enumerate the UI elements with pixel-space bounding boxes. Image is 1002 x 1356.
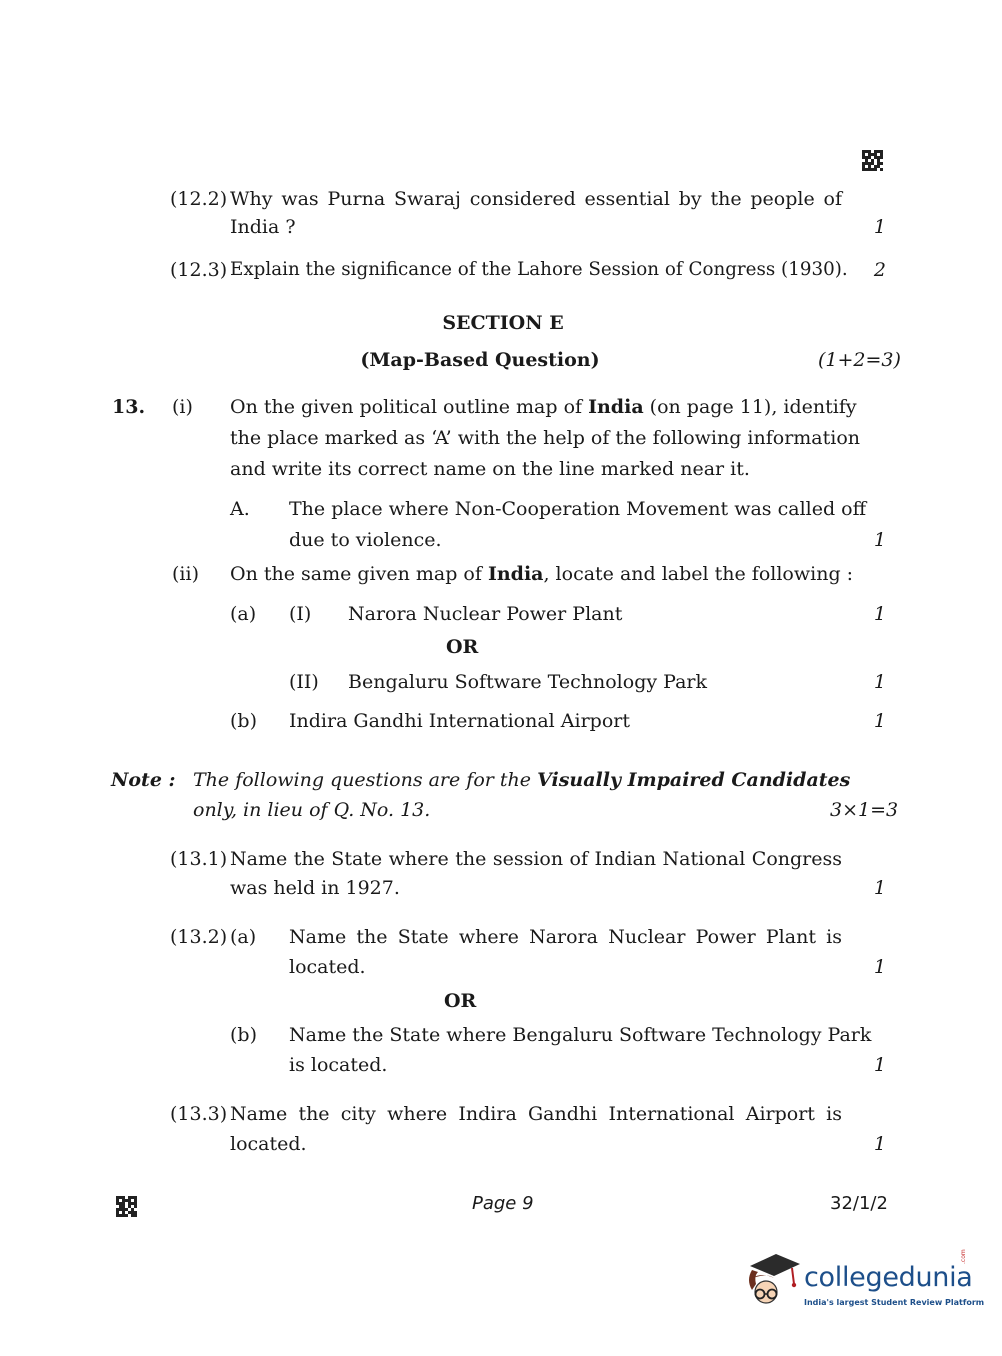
q13-2-b-label: (b) <box>230 1024 257 1046</box>
q13-part-i-line3: and write its correct name on the line marked near it. <box>230 458 750 480</box>
q13-2-a-marks: 1 <box>873 956 886 978</box>
q13-number: 13. <box>112 396 146 418</box>
brand-tld: .com <box>960 1249 967 1264</box>
note-label: Note : <box>111 769 176 791</box>
q13-ii-a-I-text: Narora Nuclear Power Plant <box>348 603 623 625</box>
mascot-icon <box>742 1250 802 1312</box>
brand-name: collegedunia <box>804 1262 973 1293</box>
qr-code-icon <box>862 150 883 171</box>
q13-ii-a-II-text: Bengaluru Software Technology Park <box>348 671 707 693</box>
q13-ii-a-II-label: (II) <box>289 671 319 693</box>
q13-ii-a-label: (a) <box>230 603 257 625</box>
q12-2-line2: India ? <box>230 216 296 238</box>
q13-1-line2: was held in 1927. <box>230 877 400 899</box>
note-line1 <box>193 765 851 795</box>
q13-part-ii-text-a: On the same given map of <box>230 563 488 585</box>
note-line1-a: The following questions are for the <box>193 769 538 791</box>
q13-ii-b-marks: 1 <box>873 710 886 732</box>
q13-item-a-line2: due to violence. <box>289 529 442 551</box>
q13-part-i-line2: the place marked as ‘A’ with the help of the following information <box>230 427 861 449</box>
q12-2-line1: Why was Purna Swaraj considered essential by the people of <box>230 188 842 210</box>
q13-part-i-line1-c: (on page 11), identify <box>643 396 857 418</box>
paper-code: 32/1/2 <box>830 1193 888 1214</box>
q12-2-number: (12.2) <box>170 188 228 210</box>
q12-3-text: Explain the significance of the Lahore Session of Congress (1930). <box>230 259 848 280</box>
q13-1-number: (13.1) <box>170 848 228 870</box>
q13-2-or: OR <box>444 990 477 1012</box>
note-marks: 3×1=3 <box>830 799 899 821</box>
q13-part-i-number: (i) <box>172 396 193 418</box>
q13-2-b-marks: 1 <box>873 1054 886 1076</box>
section-marks: (1+2=3) <box>818 349 901 371</box>
q13-part-i-line1 <box>230 392 857 422</box>
q13-ii-b-label: (b) <box>230 710 257 732</box>
q13-item-a-marks: 1 <box>873 529 886 551</box>
section-heading: SECTION E <box>442 312 564 334</box>
q13-part-i-country: India <box>588 396 644 418</box>
q13-2-b-line2: is located. <box>289 1054 388 1076</box>
q13-2-a-line2: located. <box>289 956 366 978</box>
note-vi-candidates: Visually Impaired Candidates <box>537 769 851 791</box>
q13-ii-a-I-label: (I) <box>289 603 312 625</box>
q13-3-line2: located. <box>230 1133 307 1155</box>
page-number: Page 9 <box>472 1193 534 1214</box>
q13-3-number: (13.3) <box>170 1103 228 1125</box>
q13-part-ii-number: (ii) <box>172 563 199 585</box>
q13-part-ii-country: India <box>487 563 544 585</box>
q13-ii-a-II-marks: 1 <box>873 671 886 693</box>
section-subheading: (Map-Based Question) <box>360 349 600 371</box>
q13-item-a-label: A. <box>230 498 250 520</box>
q13-1-line1: Name the State where the session of Indian National Congress <box>230 848 842 870</box>
q13-3-line1: Name the city where Indira Gandhi International Airport is <box>230 1103 842 1125</box>
q12-3-number: (12.3) <box>170 259 228 281</box>
note-line2: only, in lieu of Q. No. 13. <box>193 799 431 821</box>
q13-ii-b-text: Indira Gandhi International Airport <box>289 710 630 732</box>
collegedunia-logo <box>742 1249 985 1322</box>
q13-part-i-line1-a: On the given political outline map of <box>230 396 589 418</box>
q13-2-a-line1: Name the State where Narora Nuclear Power Plant is <box>289 926 842 948</box>
footer-qr-code-icon <box>116 1196 137 1217</box>
q13-2-a-label: (a) <box>230 926 257 948</box>
q12-3-marks: 2 <box>873 259 886 281</box>
q13-2-number: (13.2) <box>170 926 228 948</box>
q12-2-marks: 1 <box>873 216 886 238</box>
q13-2-b-line1: Name the State where Bengaluru Software Technology Park <box>289 1024 872 1046</box>
brand-tagline: India's largest Student Review Platform <box>804 1298 985 1307</box>
q13-3-marks: 1 <box>873 1133 886 1155</box>
q13-ii-a-I-marks: 1 <box>873 603 886 625</box>
q13-part-ii-text <box>230 559 853 589</box>
q13-ii-or: OR <box>446 636 479 658</box>
q13-part-ii-text-c: , locate and label the following : <box>543 563 854 585</box>
q13-item-a-line1: The place where Non-Cooperation Movement was called off <box>289 498 867 520</box>
q13-1-marks: 1 <box>873 877 886 899</box>
